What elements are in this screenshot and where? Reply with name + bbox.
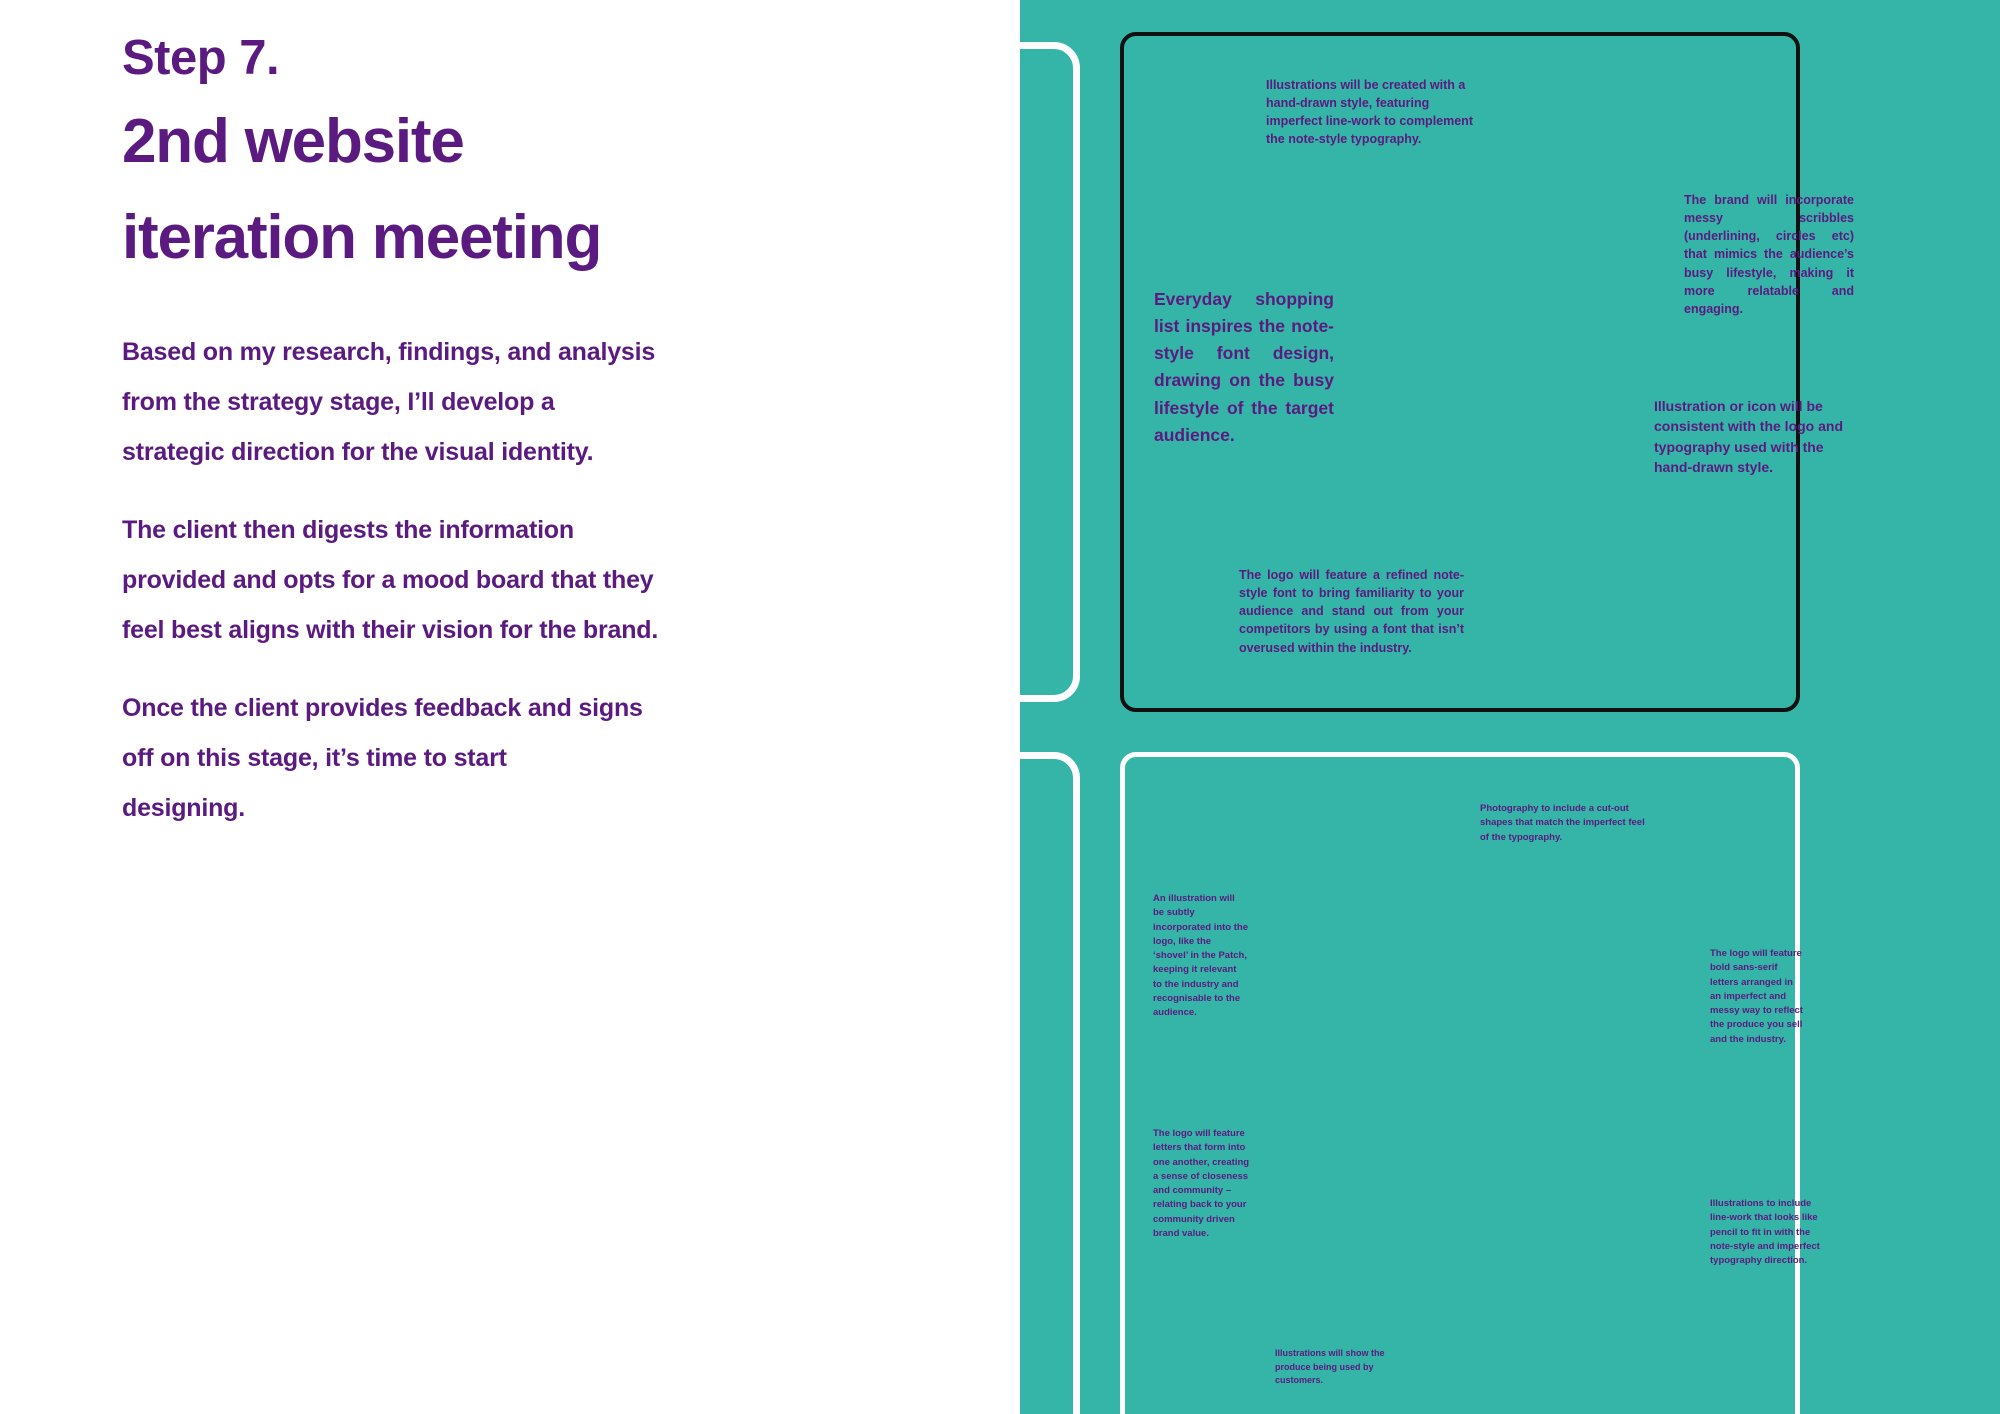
- paragraph-client-digest: [122, 505, 882, 655]
- note-pencil-line-work: Illustrations to include line-work that looks like pencil to fit in with the note-style and imperfect typography direction.: [1710, 1198, 1820, 1266]
- page-title: [122, 94, 1020, 286]
- moodboard-top: [1120, 32, 1854, 712]
- note-logo-shovel-illustration: An illustration will be subtly incorporated into the logo, like the ‘shovel’ in the Patch, keeping it relevant to the industry and recognisable to the audience.: [1153, 893, 1248, 1018]
- page-title-line-2: iteration meeting: [122, 203, 602, 273]
- paragraph-feedback-line-2: off on this stage, it’s time to start: [122, 743, 507, 772]
- frame-edge-top-left: [1020, 42, 1080, 702]
- note-logo-letters-community: The logo will feature letters that form into one another, creating a sense of closeness and community – relating back to your community driven brand value.: [1153, 1128, 1250, 1239]
- paragraph-research: [122, 327, 882, 477]
- paragraph-client-digest-line-1: The client then digests the information: [122, 515, 574, 544]
- paragraph-client-digest-line-2: provided and opts for a mood board that they: [122, 565, 654, 594]
- note-photography-cutout: Photography to include a cut-out shapes that match the imperfect feel of the typography.: [1480, 803, 1645, 843]
- paragraph-client-digest-line-3: feel best aligns with their vision for the brand.: [122, 615, 659, 644]
- step-label: Step 7.: [122, 31, 280, 85]
- note-shopping-list-font: Everyday shopping list inspires the note-style font design, drawing on the busy lifestyle of the target audience.: [1154, 289, 1334, 445]
- paragraph-research-line-3: strategic direction for the visual identity.: [122, 437, 594, 466]
- page-title-line-1: 2nd website: [122, 107, 464, 177]
- moodboard-bottom: [1120, 752, 1820, 1414]
- moodboard-panel: [1020, 0, 2000, 1414]
- paragraph-feedback: [122, 683, 882, 833]
- paragraph-feedback-line-1: Once the client provides feedback and signs: [122, 693, 643, 722]
- note-logo-note-font: The logo will feature a refined note-style font to bring familiarity to your audience and stand out from your competitors by using a font that isn’t overused within the industry.: [1239, 568, 1464, 655]
- paragraph-feedback-line-3: designing.: [122, 793, 246, 822]
- note-illustration-style: Illustrations will be created with a hand-drawn style, featuring imperfect line-work to complement the note-style typography.: [1266, 78, 1473, 147]
- paragraph-research-line-2: from the strategy stage, I’ll develop a: [122, 387, 555, 416]
- note-bold-sans-serif-logo: The logo will feature bold sans-serif letters arranged in an imperfect and messy way to reflect the produce you sell and the industry.: [1710, 948, 1803, 1045]
- note-brand-scribbles: The brand will incorporate messy scribbles (underlining, circles etc) that mimics the audience’s busy lifestyle, making it more relatable and engaging.: [1684, 193, 1854, 316]
- note-produce-in-use: Illustrations will show the produce being used by customers.: [1275, 1348, 1385, 1385]
- note-icon-consistency: Illustration or icon will be consistent with the logo and typography used with the hand-drawn style.: [1654, 398, 1843, 475]
- frame-edge-bottom-left: [1020, 752, 1080, 1414]
- paragraph-research-line-1: Based on my research, findings, and analysis: [122, 337, 656, 366]
